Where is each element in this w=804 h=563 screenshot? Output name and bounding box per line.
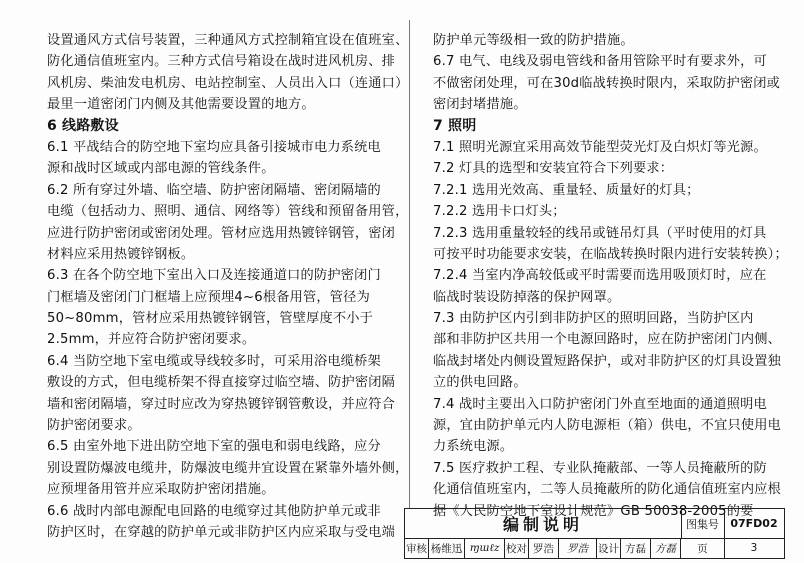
column-divider	[409, 20, 410, 508]
page-number: 3	[750, 542, 758, 554]
checker-signature: 罗浩	[559, 538, 597, 558]
text-line: 7.2.2 选用卡口灯头；	[433, 204, 566, 220]
text-line: 别设置防爆波电缆井，防爆波电缆井宜设置在紧靠外墙外侧，	[47, 460, 409, 476]
text-line: 7.2.4 当室内净高较低或平时需要而选用吸顶灯时，应在	[433, 268, 767, 284]
text-line: 应预埋备用管并应采取防护密闭措施。	[47, 482, 275, 498]
text-line: 2.5mm，并应符合防护密闭要求。	[47, 332, 256, 348]
reviewer-name: 杨维迅	[429, 538, 465, 558]
right-text-column	[433, 30, 788, 522]
text-line: 6.2 所有穿过外墙、临空墙、防护密闭隔墙、密闭隔墙的	[47, 182, 381, 198]
check-label: 校对	[505, 538, 529, 558]
text-line: 最里一道密闭门内侧及其他需要设置的地方。	[47, 97, 315, 113]
design-label: 设计	[597, 538, 621, 558]
text-line: 化通信值班室内，二等人员掩蔽所的防化通信值班室内应根	[433, 482, 782, 498]
review-label: 审核	[405, 538, 429, 558]
title-block	[404, 508, 785, 559]
text-line: 风机房、柴油发电机房、电站控制室、人员出入口（连通口）	[47, 75, 409, 91]
text-line: 7.1 照明光源宜采用高效节能型荧光灯及白炽灯等光源。	[433, 139, 767, 155]
text-line: 防化通信值班室内。三种方式信号箱设在战时进风机房、排	[47, 54, 396, 70]
page-label: 页	[681, 538, 725, 558]
text-line: 6.5 由室外地下进出防空地下室的强电和弱电线路，应分	[47, 439, 381, 455]
text-line: 电缆（包括动力、照明、通信、网络等）管线和预留备用管，	[47, 204, 409, 220]
reviewer-signature: ɱɯℓz	[465, 538, 505, 558]
text-line: 7.4 战时主要出入口防护密闭门外直至地面的通道照明电	[433, 396, 767, 412]
text-line: 源和战时区域或内部电源的管线条件。	[47, 161, 275, 177]
atlas-label: 图集号	[681, 509, 725, 538]
section-heading: 6 线路敷设	[47, 117, 119, 134]
text-line: 材料应采用热镀锌钢板。	[47, 246, 195, 262]
text-line: 临战封堵处内侧设置短路保护，或对非防护区的灯具设置独	[433, 353, 782, 369]
text-line: 7.5 医疗救护工程、专业队掩蔽部、一等人员掩蔽所的防	[433, 460, 767, 476]
text-line: 7.2 灯具的选型和安装宜符合下列要求：	[433, 161, 674, 177]
text-line: 密闭封堵措施。	[433, 97, 527, 113]
text-line: 7.2.1 选用光效高、重量轻、质量好的灯具；	[433, 182, 700, 198]
text-line: 墙和密闭隔墙，穿过时应改为穿热镀锌钢管敷设，并应符合	[47, 396, 396, 412]
atlas-number: 07FD02	[730, 517, 778, 530]
text-line: 力系统电源。	[433, 439, 514, 455]
text-line: 不做密闭处理，可在30d临战转换时限内，采取防护密闭或	[433, 75, 781, 91]
text-line: 立的供电回路。	[433, 375, 527, 391]
text-line: 防护密闭要求。	[47, 418, 141, 434]
text-line: 50~80mm，管材应采用热镀锌钢管，管壁厚度不小于	[47, 311, 374, 327]
text-line: 应进行防护密闭或密闭处理。管材应选用热镀锌钢管，密闭	[47, 225, 396, 241]
title-block-sign-row	[405, 538, 784, 558]
text-line: 6.4 当防空地下室电缆或导线较多时，可采用浴电缆桥架	[47, 353, 381, 369]
text-line: 7.2.3 选用重量较轻的线吊或链吊灯具（平时使用的灯具	[433, 225, 767, 241]
text-line: 防护区时，在穿越的防护单元或非防护区内应采取与受电端	[47, 524, 396, 540]
text-line: 据《人民防空地下室设计规范》GB 50038-2005的要	[433, 503, 754, 519]
text-line: 部和非防护区共用一个电源回路时，应在防护密闭门内侧、	[433, 332, 782, 348]
text-line: 防护单元等级相一致的防护措施。	[433, 33, 634, 48]
text-line: 门框墙及密闭门门框墙上应预埋4~6根备用管，管径为	[47, 289, 370, 305]
text-line: 7.3 由防护区内引到非防护区的照明回路，当防护区内	[433, 311, 754, 327]
text-line: 设置通风方式信号装置，三种通风方式控制箱宜设在值班室、	[47, 33, 409, 48]
designer-signature: 方磊	[651, 538, 681, 558]
title-block-top-row	[405, 509, 784, 539]
text-line: 6.1 平战结合的防空地下室均应具备引接城市电力系统电	[47, 139, 381, 155]
text-line: 6.6 战时内部电源配电回路的电缆穿过其他防护单元或非	[47, 503, 381, 519]
text-line: 源，宜由防护单元内人防电源柜（箱）供电，不宜只使用电	[433, 418, 782, 434]
section-heading: 7 照明	[433, 117, 477, 134]
text-line: 可按平时功能要求安装，在临战转换时限内进行安装转换）；	[433, 246, 788, 262]
text-line: 敷设的方式，但电缆桥架不得直接穿过临空墙、防护密闭隔	[47, 375, 396, 391]
checker-name: 罗浩	[529, 538, 559, 558]
text-line: 6.7 电气、电线及弱电管线和备用管除平时有要求外，可	[433, 54, 767, 70]
text-line: 6.3 在各个防空地下室出入口及连接通道口的防护密闭门	[47, 268, 381, 284]
drawing-title: 编制说明	[405, 509, 682, 538]
left-text-column	[47, 30, 409, 543]
text-line: 临战时装设防掉落的保护网罩。	[433, 289, 621, 305]
designer-name: 方磊	[621, 538, 651, 558]
